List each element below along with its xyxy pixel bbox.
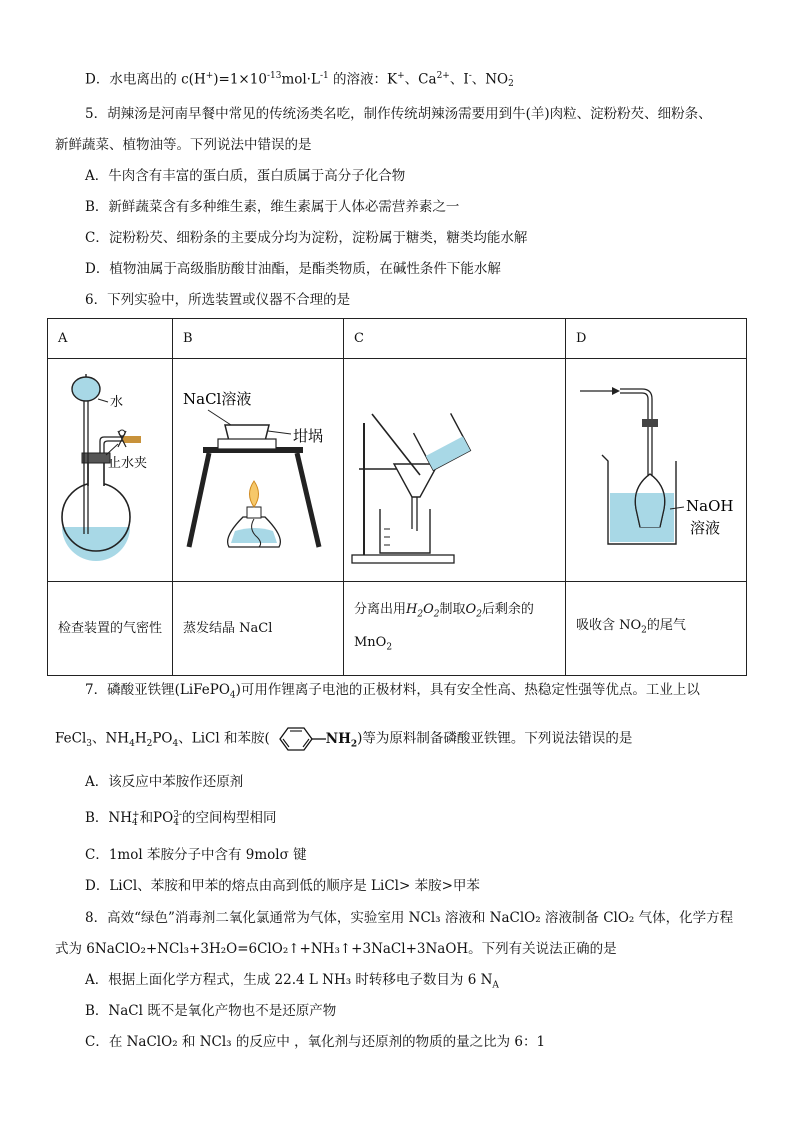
q7-stem-line1: 7．磷酸亚铁锂(LiFePO$_4$)可用作锂离子电池的正极材料，具有安全性高、热稳定性强等优点。工业上以 <box>85 682 700 701</box>
benzene-ring-icon <box>270 726 326 752</box>
label-clamp: 止水夹 <box>108 456 148 471</box>
q6-stem: 6．下列实验中，所选装置或仪器不合理的是 <box>85 292 351 308</box>
gas-absorption-apparatus-diagram <box>566 359 747 577</box>
label-crucible: 坩埚 <box>293 427 324 445</box>
q7-stem-line2: FeCl$_3$、$NH_4H_2PO_4$、LiCl 和苯胺( $NH_2$)等为原料制备磷酸亚铁锂。下列说法错误的是 <box>55 726 632 754</box>
evaporation-apparatus-diagram <box>173 359 344 577</box>
q8-option-a: A．根据上面化学方程式，生成 22.4 L NH₃ 时转移电子数目为 6 $N_A$ <box>85 972 499 991</box>
q5-option-a: A．牛肉含有丰富的蛋白质，蛋白质属于高分子化合物 <box>85 168 406 184</box>
caption-d: 吸收含 $NO_2$的尾气 <box>566 582 747 676</box>
q5-option-c: C．淀粉粉芡、细粉条的主要成分均为淀粉，淀粉属于糖类，糖类均能水解 <box>85 230 528 246</box>
q7-option-a: A．该反应中苯胺作还原剂 <box>85 774 244 790</box>
q8-option-b: B．NaCl 既不是氧化产物也不是还原产物 <box>85 1003 337 1019</box>
caption-c: 分离出用$H_2O_2$制取$O_2$后剩余的 MnO$_2$ <box>344 582 566 676</box>
q5-option-d: D．植物油属于高级脂肪酸甘油酯，是酯类物质，在碱性条件下能水解 <box>85 261 501 277</box>
q7-option-d: D．LiCl、苯胺和甲苯的熔点由高到低的顺序是 LiCl> 苯胺>甲苯 <box>85 878 480 894</box>
table-header-c: C <box>344 319 566 359</box>
filtration-apparatus-diagram <box>344 359 566 577</box>
q5-stem-line2: 新鲜蔬菜、植物油等。下列说法中错误的是 <box>55 137 312 153</box>
label-naoh: NaOH <box>686 497 734 515</box>
apparatus-b-cell <box>173 359 344 582</box>
label-solution: 溶液 <box>690 519 721 537</box>
q6-apparatus-table <box>47 318 747 676</box>
table-header-d: D <box>566 319 747 359</box>
apparatus-a-cell <box>48 359 173 582</box>
airtightness-apparatus-diagram <box>48 359 173 577</box>
table-header-a: A <box>48 319 173 359</box>
q8-stem-line2: 式为 6NaClO₂+NCl₃+3H₂O=6ClO₂↑+NH₃↑+3NaCl+3NaOH。下列有关说法正确的是 <box>55 941 617 957</box>
q5-stem-line1: 5．胡辣汤是河南早餐中常见的传统汤类名吃，制作传统胡辣汤需要用到牛(羊)肉粒、淀粉粉芡、细粉条、 <box>85 106 712 122</box>
caption-a: 检查装置的气密性 <box>48 582 173 676</box>
caption-b: 蒸发结晶 NaCl <box>173 582 344 676</box>
q4-option-d: D．水电离出的 $c(H^+)=1\times 10^{-13}mol\cdot L^{-1}$ 的溶液：K+、$Ca^{2+}$、I-、NO- 2 <box>85 71 514 89</box>
q8-option-c: C．在 NaClO₂ 和 NCl₃ 的反应中 ，氧化剂与还原剂的物质的量之比为 6：1 <box>85 1034 546 1050</box>
q8-stem-line1: 8．高效“绿色”消毒剂二氧化氯通常为气体，实验室用 NCl₃ 溶液和 NaClO₂ 溶液制备 ClO₂ 气体，化学方程 <box>85 910 734 926</box>
table-header-b: B <box>173 319 344 359</box>
apparatus-d-cell <box>566 359 747 582</box>
label-water: 水 <box>110 395 124 410</box>
q5-option-b: B．新鲜蔬菜含有多种维生素，维生素属于人体必需营养素之一 <box>85 199 460 215</box>
label-nacl-solution: NaCl溶液 <box>183 390 252 408</box>
apparatus-c-cell <box>344 359 566 582</box>
q7-option-c: C．1mol 苯胺分子中含有 9molσ 键 <box>85 847 307 863</box>
q7-option-b: B．NH+ 4 和PO3- 4 的空间构型相同 <box>85 809 277 828</box>
